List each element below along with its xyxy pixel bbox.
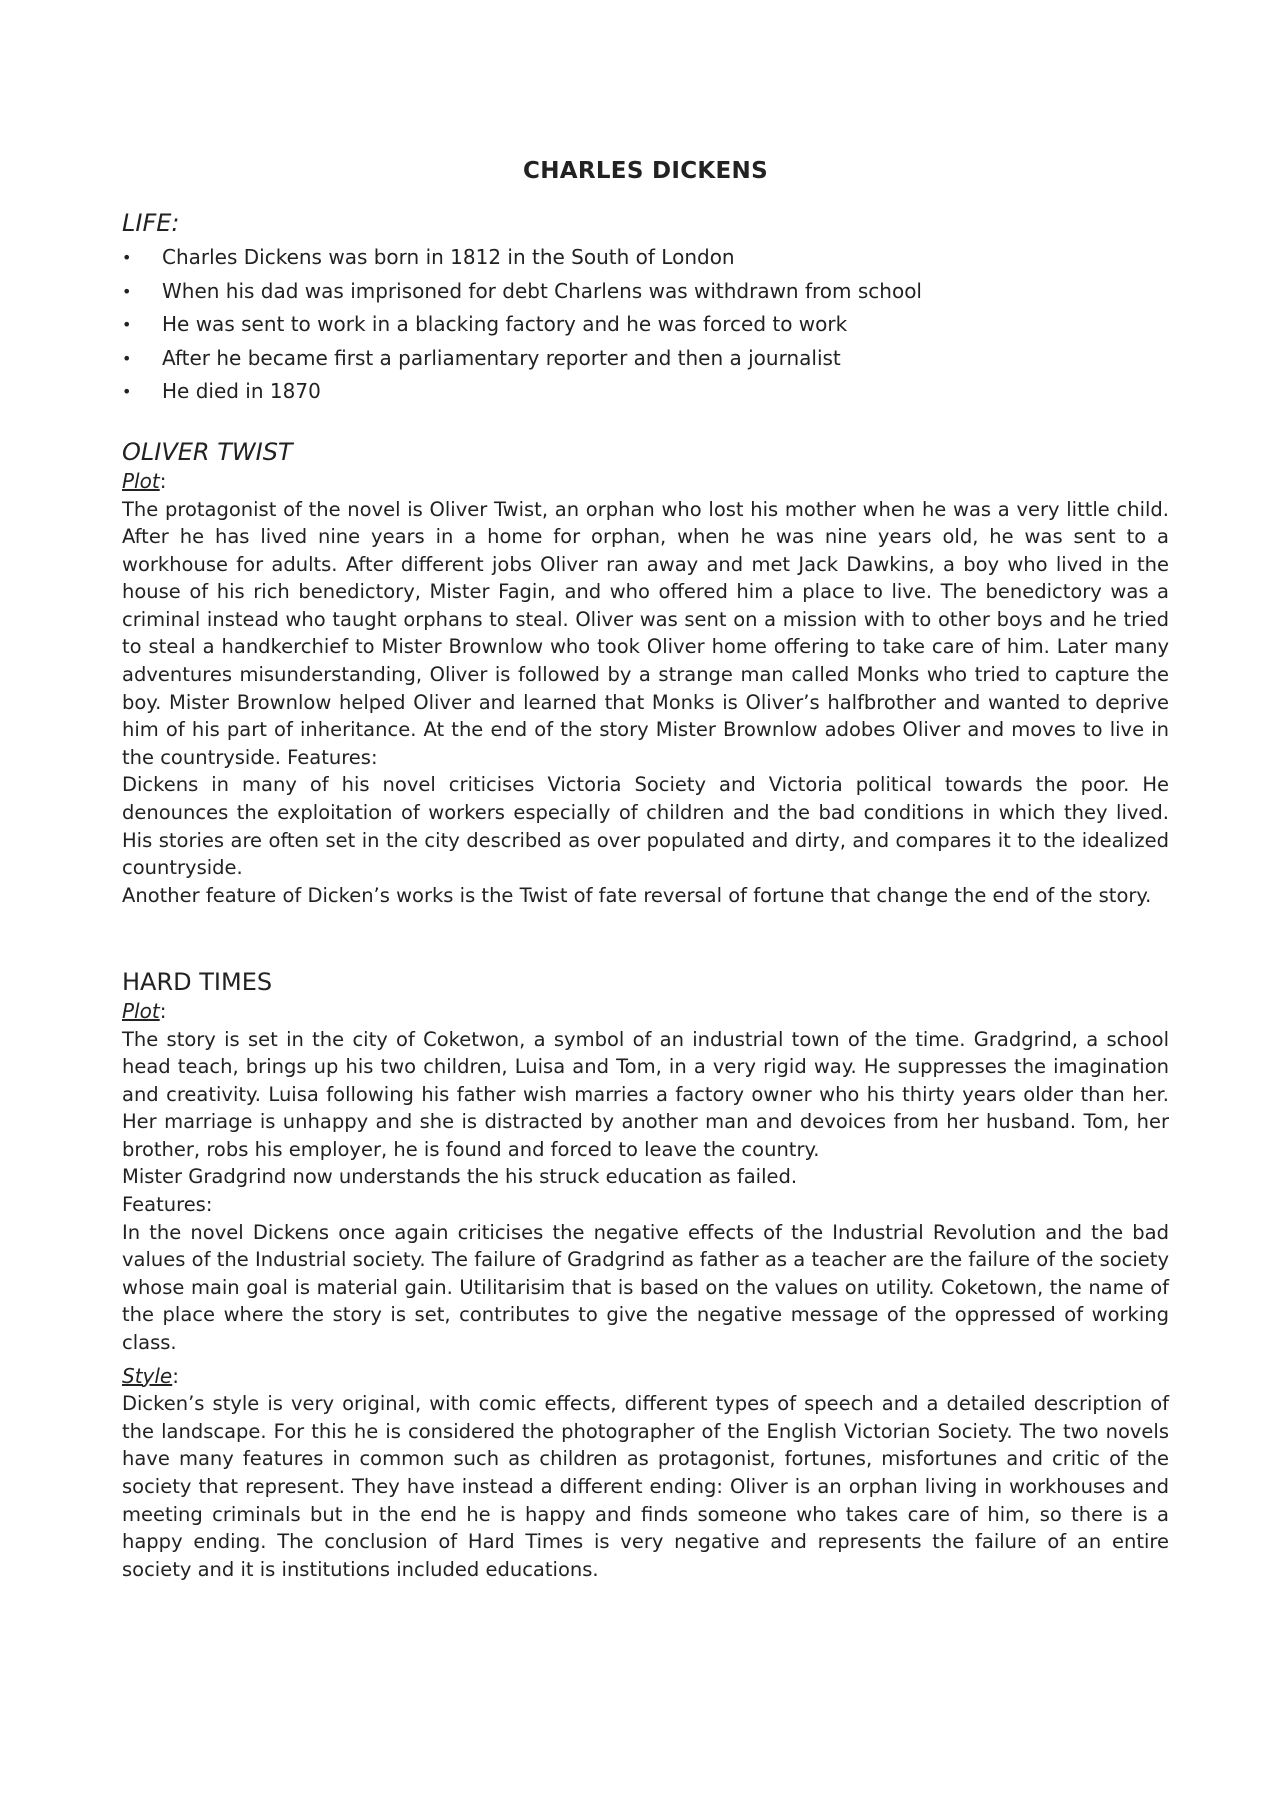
- oliver-plot-paragraph: The protagonist of the novel is Oliver Twist, an orphan who lost his mother when he was a very little child. After he has lived nine years in a home for orphan, when he was nine years old, he was sent to a workhouse for adults. After different jobs Oliver ran away and met Jack Dawkins, a boy who lived in the house of his rich benedictory, Mister Fagin, and who offered him a place to live. The benedictory was a criminal instead who taught orphans to steal. Oliver was sent on a mission with to other boys and he tried to steal a handkerchief to Mister Brownlow who took Oliver home offering to take care of him. Later many adventures misunderstanding, Oliver is followed by a strange man called Monks who tried to capture the boy. Mister Brownlow helped Oliver and learned that Monks is Oliver’s halfbrother and wanted to deprive him of his part of inheritance. At the end of the story Mister Brownlow adobes Oliver and moves to live in the countryside. Features:: [122, 497, 1169, 769]
- list-item-text: He was sent to work in a blacking factory and he was forced to work: [162, 312, 848, 336]
- life-bullet-list: [122, 241, 1169, 409]
- features-label: Features:: [122, 1193, 213, 1217]
- gradgrind-paragraph: Mister Gradgrind now understands the his struck education as failed.: [122, 1165, 798, 1189]
- oliver-fate-paragraph: Another feature of Dicken’s works is the Twist of fate reversal of fortune that change the end of the story.: [122, 883, 1152, 907]
- list-item: [122, 375, 1169, 409]
- list-item-text: He died in 1870: [162, 379, 321, 403]
- plot-label: Plot:: [122, 469, 167, 493]
- bullet-icon: •: [122, 281, 132, 301]
- list-item-text: When his dad was imprisoned for debt Charlens was withdrawn from school: [162, 278, 922, 303]
- bullet-icon: •: [122, 348, 132, 368]
- style-label: Style:: [122, 1363, 179, 1388]
- list-item: [122, 308, 1169, 342]
- oliver-twist-section: [122, 436, 1169, 909]
- bullet-icon: •: [122, 382, 132, 401]
- life-section: [122, 207, 1169, 409]
- list-item-text: After he became first a parliamentary reporter and then a journalist: [162, 345, 841, 370]
- list-item: [122, 241, 1169, 275]
- style-paragraph: Dicken’s style is very original, with comic effects, different types of speech and a detailed description of the landscape. For this he is considered the photographer of the English Victorian Society. The two novels have many features in common such as children as protagonist, fortunes, misfortunes and critic of the society that represent. They have instead a different ending: Oliver is an orphan living in workhouses and meeting criminals but in the end he is happy and finds someone who takes care of him, so there is a happy ending. The conclusion of Hard Times is very negative and represents the failure of an entire society and it is institutions included educations.: [122, 1392, 1169, 1581]
- hard-times-heading: HARD TIMES: [122, 968, 273, 996]
- oliver-twist-heading: OLIVER TWIST: [122, 438, 293, 466]
- bullet-icon: •: [122, 248, 132, 267]
- plot-label: Plot:: [122, 999, 167, 1023]
- oliver-features-paragraph: Dickens in many of his novel criticises Victoria Society and Victoria political towards the poor. He denounces the exploitation of workers especially of children and the bad conditions in which they lived. His stories are often set in the city described as over populated and dirty, and compares it to the idealized countryside.: [122, 773, 1169, 880]
- list-item-text: Charles Dickens was born in 1812 in the South of London: [162, 245, 735, 269]
- document-title: CHARLES DICKENS: [523, 158, 768, 184]
- hard-times-features-paragraph: In the novel Dickens once again criticises the negative effects of the Industrial Revolution and the bad values of the Industrial society. The failure of Gradgrind as father as a teacher are the failure of the society whose main goal is material gain. Utilitarisim that is based on the values on utility. Coketown, the name of the place where the story is set, contributes to give the negative message of the oppressed of working class.: [122, 1220, 1169, 1355]
- hard-times-plot-paragraph: The story is set in the city of Coketwon, a symbol of an industrial town of the time. Gradgrind, a school head teach, brings up his two children, Luisa and Tom, in a very rigid way. He suppresses the imagination and creativity. Luisa following his father wish marries a factory owner who his thirty years older than her. Her marriage is unhappy and she is distracted by another man and devoices from her husband. Tom, her brother, robs his employer, he is found and forced to leave the country.: [122, 1027, 1169, 1161]
- hard-times-section: [122, 966, 1169, 1583]
- list-item: [122, 342, 1169, 376]
- list-item: [122, 275, 1169, 309]
- life-heading: LIFE:: [122, 209, 180, 237]
- bullet-icon: •: [122, 315, 132, 334]
